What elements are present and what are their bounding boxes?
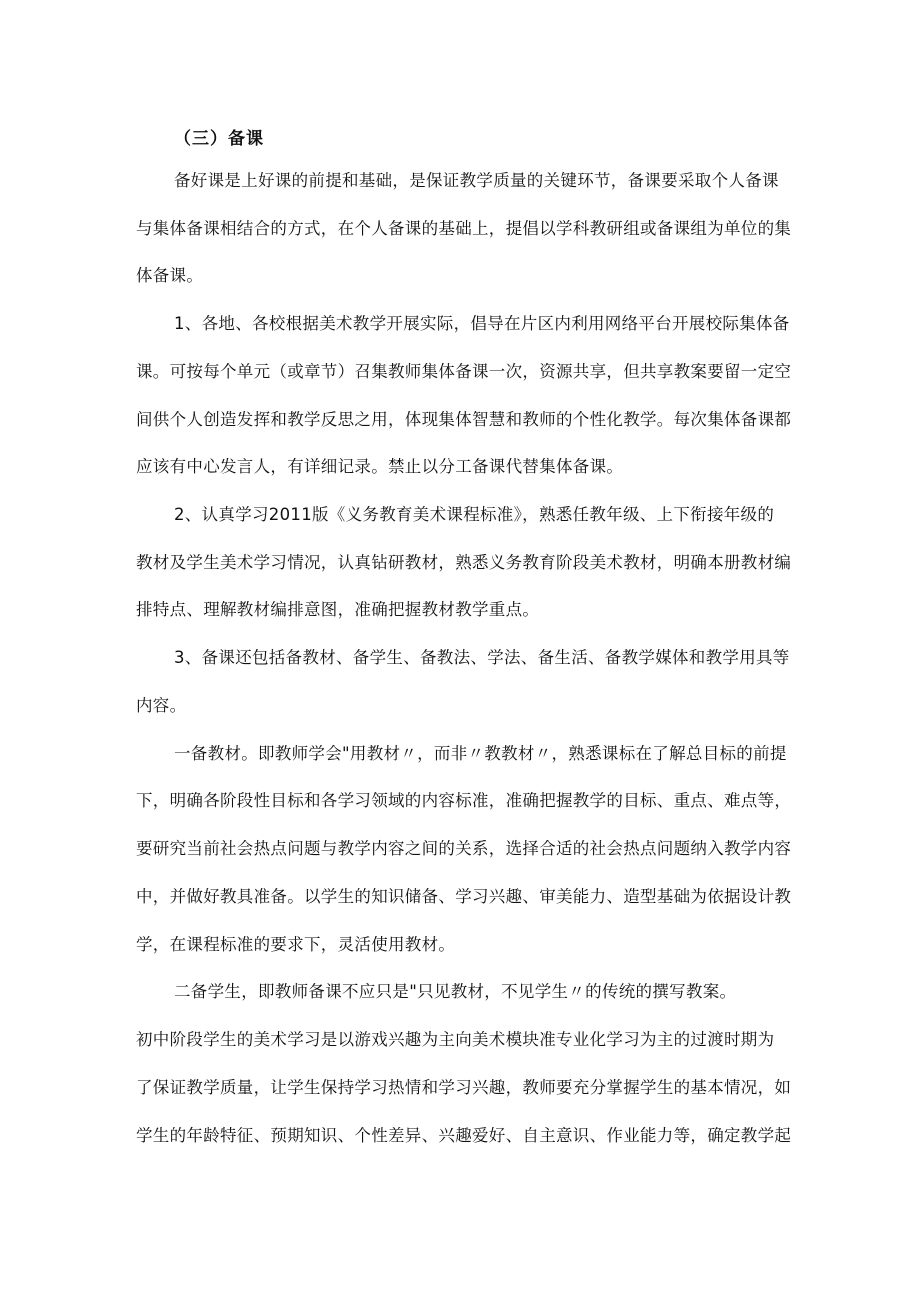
paragraph-line: 备好课是上好课的前提和基础，是保证教学质量的关键环节，备课要采取个人备课 — [174, 171, 779, 190]
paragraph-line: 2、认真学习2011版《义务教育美术课程标准》，熟悉任教年级、上下衔接年级的 — [174, 505, 775, 524]
paragraph-line: 课。可按每个单元（或章节）召集教师集体备课一次，资源共享，但共享教案要留一定空 — [136, 362, 792, 381]
paragraph-line: 初中阶段学生的美术学习是以游戏兴趣为主向美术模块准专业化学习为主的过渡时期为 — [136, 1030, 775, 1049]
paragraph-line: 教材及学生美术学习情况，认真钻研教材，熟悉义务教育阶段美术教材，明确本册教材编 — [136, 553, 792, 572]
paragraph-line: 排特点、理解教材编排意图，准确把握教材教学重点。 — [136, 600, 540, 619]
paragraph-line: 与集体备课相结合的方式，在个人备课的基础上，提倡以学科教研组或备课组为单位的集 — [136, 219, 792, 238]
paragraph-line: 了保证教学质量，让学生保持学习热情和学习兴趣，教师要充分掌握学生的基本情况，如 — [136, 1078, 792, 1097]
paragraph-line: 应该有中心发言人，有详细记录。禁止以分工备课代替集体备课。 — [136, 457, 624, 476]
paragraph-line: 要研究当前社会热点问题与教学内容之间的关系，选择合适的社会热点问题纳入教学内容 — [136, 839, 792, 858]
paragraph-line: 内容。 — [136, 696, 187, 715]
paragraph-line: 间供个人创造发挥和教学反思之用，体现集体智慧和教师的个性化教学。每次集体备课都 — [136, 410, 792, 429]
paragraph-line: 中，并做好教具准备。以学生的知识储备、学习兴趣、审美能力、造型基础为依据设计教 — [136, 887, 792, 906]
paragraph-line: 二备学生，即教师备课不应只是"只见教材，不见学生〃的传统的撰写教案。 — [174, 982, 737, 1001]
paragraph-line: 一备教材。即教师学会"用教材〃，而非〃教教材〃，熟悉课标在了解总目标的前提 — [174, 744, 787, 763]
paragraph-line: 下，明确各阶段性目标和各学习领域的内容标准，准确把握教学的目标、重点、难点等， — [136, 791, 792, 810]
paragraph-line: 学生的年龄特征、预期知识、个性差异、兴趣爱好、自主意识、作业能力等，确定教学起 — [136, 1126, 792, 1145]
paragraph-line: 1、各地、各校根据美术教学开展实际，倡导在片区内利用网络平台开展校际集体备 — [174, 314, 790, 333]
section-heading: （三）备课 — [174, 129, 264, 149]
paragraph-line: 学，在课程标准的要求下，灵活使用教材。 — [136, 935, 456, 954]
paragraph-line: 3、备课还包括备教材、备学生、备教法、学法、备生活、备教学媒体和教学用具等 — [174, 648, 790, 667]
paragraph-line: 体备课。 — [136, 266, 204, 285]
